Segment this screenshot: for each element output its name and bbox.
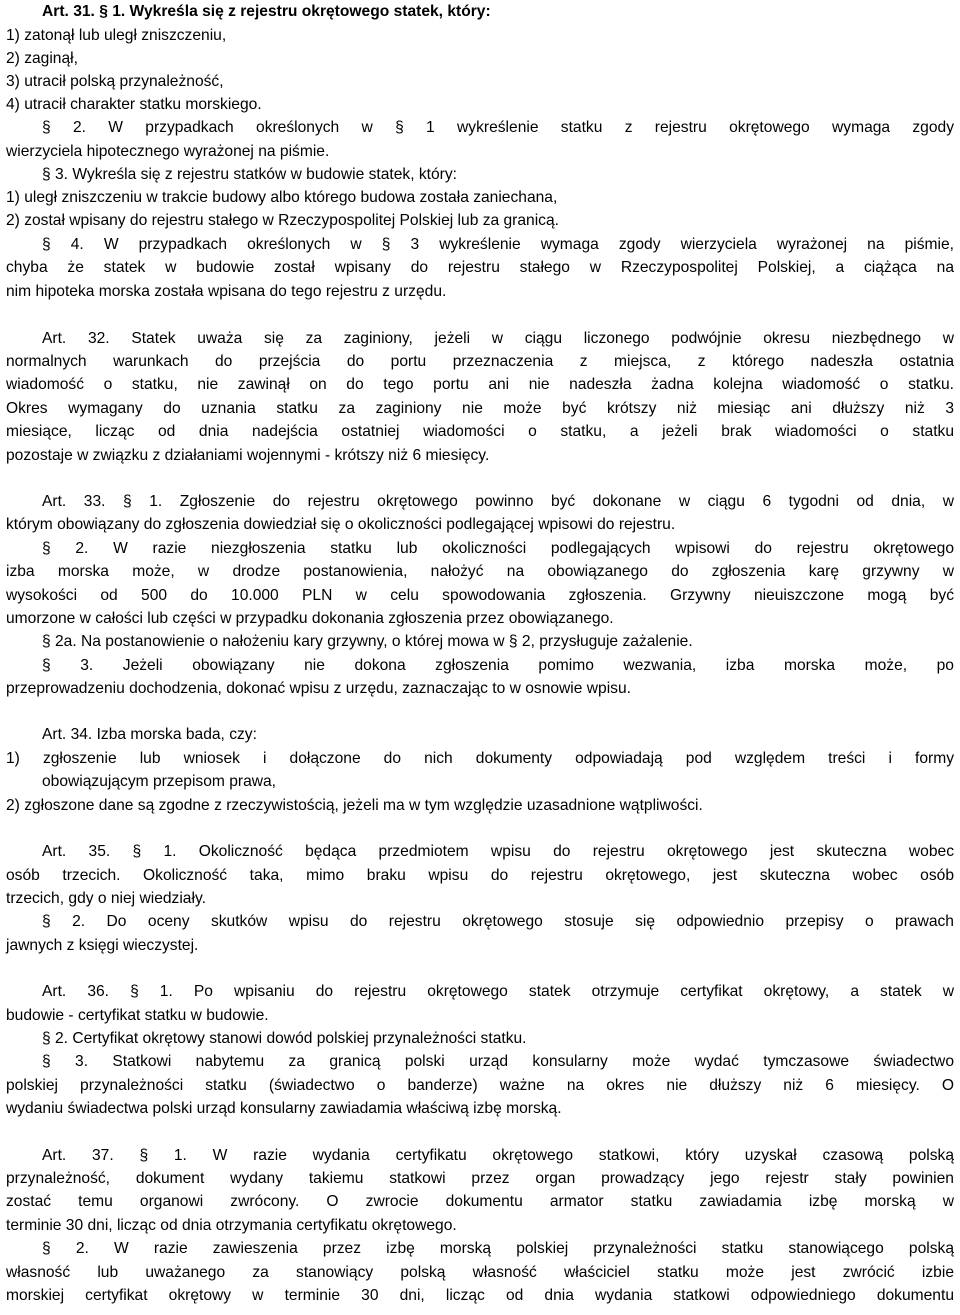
text-line: którym obowiązany do zgłoszenia dowiedział się o okoliczności podlegającej wpisowi do rejestru. [6, 516, 676, 533]
text-line: pozostaje w związku z działaniami wojennymi - krótszy niż 6 miesięcy. [6, 447, 490, 464]
text-line: morskiej certyfikat okrętowy w terminie 30 dni, licząc od dnia wydania statkowi odpowiedniego dokumentu [6, 1287, 954, 1304]
text-line: § 2. W razie zawieszenia przez izbę morską polskiej przynależności statku stanowiącego polską [42, 1240, 954, 1257]
list-item: 1) uległ zniszczeniu w trakcie budowy albo którego budowa została zaniechana, [6, 189, 558, 206]
text-line: izba morska może, w drodze postanowienia, nałożyć na obowiązanego do zgłoszenia karę grzywny w [6, 563, 954, 580]
text-line: § 3. Jeżeli obowiązany nie dokona zgłoszenia pomimo wezwania, izba morska może, po [42, 657, 954, 674]
list-item: 4) utracił charakter statku morskiego. [6, 96, 262, 113]
text-line: § 2a. Na postanowienie o nałożeniu kary grzywny, o której mowa w § 2, przysługuje zażalenie. [42, 633, 693, 650]
article-heading-line: Art. 33. § 1. Zgłoszenie do rejestru okrętowego powinno być dokonane w ciągu 6 tygodni od dnia, w [42, 493, 954, 510]
article-heading-line: Art. 36. § 1. Po wpisaniu do rejestru okrętowego statek otrzymuje certyfikat okrętowy, a statek w [42, 983, 954, 1000]
text-line: przynależność, dokument wydany takiemu statkowi przez organ prowadzący jego rejestr stały powinien [6, 1170, 954, 1187]
text-line: Art. 31. § 1. Wykreśla się z rejestru okrętowego statek, który: [42, 3, 491, 20]
text-line: § 2. Do oceny skutków wpisu do rejestru okrętowego stosuje się odpowiednio przepisy o prawach [42, 913, 954, 930]
list-item-continuation: obowiązującym przepisom prawa, [42, 773, 277, 790]
text-line: wierzyciela hipotecznego wyrażonej na piśmie. [6, 143, 330, 160]
text-line: przeprowadzeniu dochodzenia, dokonać wpisu z urzędu, zaznaczając to w osnowie wpisu. [6, 680, 631, 697]
text-line: nim hipoteka morska została wpisana do tego rejestru z urzędu. [6, 283, 447, 300]
article-heading-line: Art. 32. Statek uważa się za zaginiony, jeżeli w ciągu liczonego podwójnie okresu niezbędnego w [42, 330, 954, 347]
text-line: § 3. Wykreśla się z rejestru statków w budowie statek, który: [42, 166, 457, 183]
text-line: chyba że statek w budowie został wpisany do rejestru stałego w Rzeczypospolitej Polskiej, a ciążąca na [6, 259, 954, 276]
list-item: 2) został wpisany do rejestru stałego w Rzeczypospolitej Polskiej lub za granicą. [6, 212, 559, 229]
text-line: § 2. W przypadkach określonych w § 1 wykreślenie statku z rejestru okrętowego wymaga zgody [42, 119, 954, 136]
list-item: 2) zaginął, [6, 50, 78, 67]
text-line: jawnych z księgi wieczystej. [6, 937, 199, 954]
text-line: § 3. Statkowi nabytemu za granicą polski urząd konsularny może wydać tymczasowe świadectwo [42, 1053, 954, 1070]
text-line: miesiące, licząc od dnia nadejścia ostatniej wiadomości o statku, a jeżeli brak wiadomości o statku [6, 423, 954, 440]
text-line: § 2. W razie niezgłoszenia statku lub okoliczności podlegających wpisowi do rejestru okrętowego [42, 540, 954, 557]
list-item: 1) zgłoszenie lub wniosek i dołączone do nich dokumenty odpowiadają pod względem treści i formy [6, 750, 954, 767]
text-line: wydaniu świadectwa polski urząd konsularny zawiadamia właściwą izbę morską. [6, 1100, 562, 1117]
text-line: terminie 30 dni, licząc od dnia otrzymania certyfikatu okrętowego. [6, 1217, 457, 1234]
text-line: osób trzecich. Okoliczność taka, mimo braku wpisu do rejestru okrętowego, jest skuteczna wobec osób [6, 867, 954, 884]
list-item: 3) utracił polską przynależność, [6, 73, 224, 90]
text-line: zostać temu organowi zwrócony. O zwrocie dokumentu armator statku zawiadamia izbę morską w [6, 1193, 954, 1210]
list-item: 2) zgłoszone dane są zgodne z rzeczywistością, jeżeli ma w tym względzie uzasadnione wątpliwości. [6, 797, 703, 814]
text-line: budowie - certyfikat statku w budowie. [6, 1007, 269, 1024]
text-line: polskiej przynależności statku (świadectwo o banderze) ważne na okres nie dłuższy niż 6 miesięcy. O [6, 1077, 954, 1094]
article-heading-line: Art. 37. § 1. W razie wydania certyfikatu okrętowego statkowi, który uzyskał czasową polską [42, 1147, 954, 1164]
text-line: trzecich, gdy o niej wiedziały. [6, 890, 206, 907]
article-heading-line: Art. 35. § 1. Okoliczność będąca przedmiotem wpisu do rejestru okrętowego jest skuteczna wobec [42, 843, 954, 860]
text-line: normalnych warunkach do przejścia do portu przeznaczenia z miejsca, z którego nadeszła ostatnia [6, 353, 954, 370]
article-heading-line: Art. 34. Izba morska bada, czy: [42, 726, 257, 743]
text-line: wysokości od 500 do 10.000 PLN w celu spowodowania zgłoszenia. Grzywny nieuiszczone mogą być [6, 587, 954, 604]
text-line: umorzone w całości lub części w przypadku dokonania zgłoszenia przez obowiązanego. [6, 610, 614, 627]
text-line: wiadomość o statku, nie zawinął on do tego portu ani nie nadeszła żadna kolejna wiadomość o statku. [6, 376, 954, 393]
text-line: § 2. Certyfikat okrętowy stanowi dowód polskiej przynależności statku. [42, 1030, 527, 1047]
text-line: § 4. W przypadkach określonych w § 3 wykreślenie wymaga zgody wierzyciela wyrażonej na piśmie, [42, 236, 954, 253]
text-line: Okres wymagany do uznania statku za zaginiony nie może być krótszy niż miesiąc ani dłuższy niż 3 [6, 400, 954, 417]
list-item: 1) zatonął lub uległ zniszczeniu, [6, 27, 227, 44]
text-line: własność lub uważanego za stanowiący polską własność właściciel statku może jest zwrócić izbie [6, 1264, 954, 1281]
